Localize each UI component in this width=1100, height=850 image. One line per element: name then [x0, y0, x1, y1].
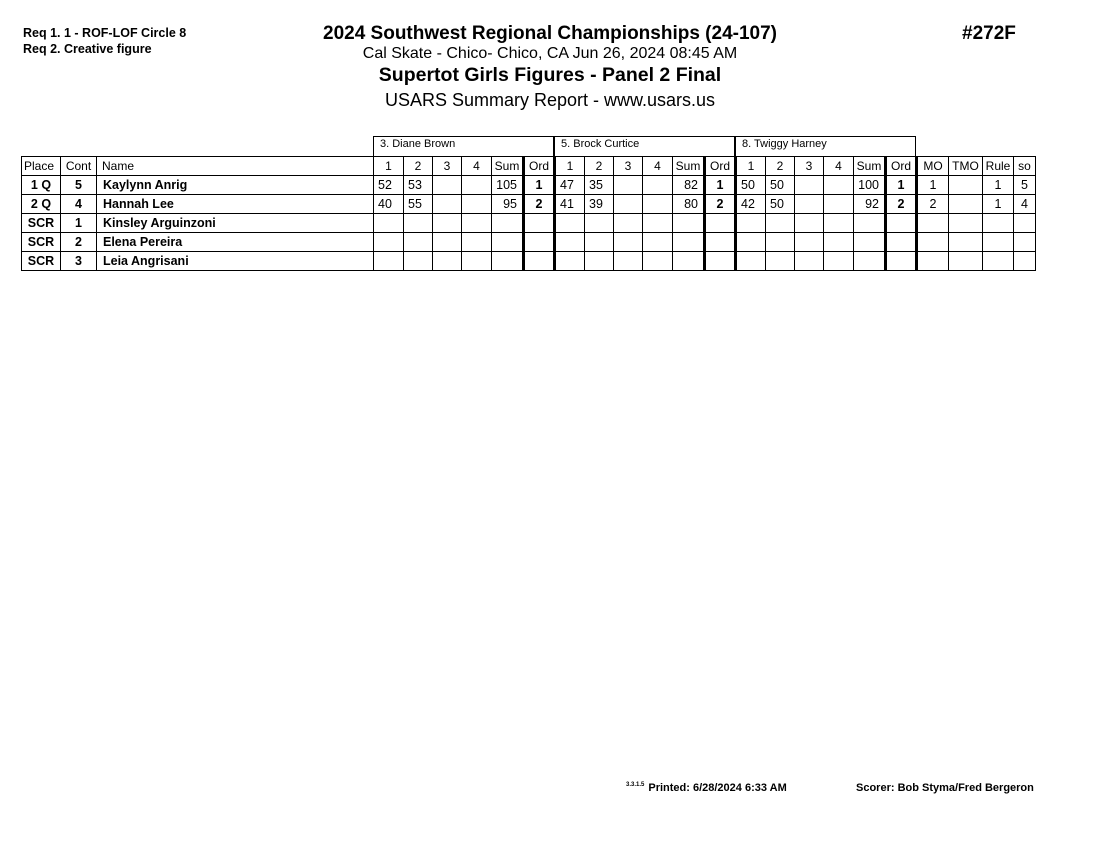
- judge-2-ordinal-cell: [705, 233, 736, 252]
- judge-3-score-4-cell: [824, 233, 854, 252]
- judge-1-score-2-cell: 53: [404, 176, 433, 195]
- judge-3-sum-cell: [854, 214, 886, 233]
- place-cell: 1 Q: [22, 176, 61, 195]
- contestant-number-cell: 3: [61, 252, 97, 271]
- skater-name-cell: Kinsley Arguinzoni: [97, 214, 374, 233]
- majority-ordinal-cell: [917, 233, 949, 252]
- skater-name-cell: Leia Angrisani: [97, 252, 374, 271]
- judge-2-score-4-cell: [643, 195, 673, 214]
- judge-1-sum-cell: 95: [492, 195, 524, 214]
- judge-1-score-1-cell: 40: [374, 195, 404, 214]
- judge-2-sum-cell: [673, 214, 705, 233]
- judge-2-sum-cell: 82: [673, 176, 705, 195]
- header-j3-sum: Sum: [854, 157, 886, 176]
- judge-2-score-3-cell: [614, 195, 643, 214]
- contestant-number-cell: 4: [61, 195, 97, 214]
- judge-3-score-2-cell: [766, 214, 795, 233]
- header-j3-ord: Ord: [886, 157, 917, 176]
- judge-1-score-4-cell: [462, 214, 492, 233]
- rule-cell: [983, 214, 1014, 233]
- judge-2-score-1-cell: 41: [555, 195, 585, 214]
- judge-header-2: 5. Brock Curtice: [554, 136, 735, 156]
- total-majority-ordinal-cell: [949, 195, 983, 214]
- header-j3-s1: 1: [736, 157, 766, 176]
- judge-1-score-4-cell: [462, 176, 492, 195]
- table-row: [22, 195, 1036, 214]
- judge-1-sum-cell: [492, 214, 524, 233]
- judge-3-score-2-cell: [766, 252, 795, 271]
- judge-2-score-4-cell: [643, 176, 673, 195]
- judge-3-sum-cell: [854, 252, 886, 271]
- judge-1-ordinal-cell: [524, 214, 555, 233]
- total-majority-ordinal-cell: [949, 176, 983, 195]
- judge-2-score-4-cell: [643, 214, 673, 233]
- judge-3-sum-cell: [854, 233, 886, 252]
- header-j1-s4: 4: [462, 157, 492, 176]
- table-row: [22, 214, 1036, 233]
- header-j1-s3: 3: [433, 157, 462, 176]
- skating-order-cell: [1014, 252, 1036, 271]
- judge-2-score-1-cell: [555, 233, 585, 252]
- judge-1-ordinal-cell: 2: [524, 195, 555, 214]
- judge-2-score-2-cell: [585, 233, 614, 252]
- judge-1-score-1-cell: [374, 214, 404, 233]
- judge-2-ordinal-cell: [705, 214, 736, 233]
- judge-1-score-2-cell: [404, 233, 433, 252]
- skater-name-cell: Kaylynn Anrig: [97, 176, 374, 195]
- judge-3-ordinal-cell: [886, 233, 917, 252]
- judge-3-score-3-cell: [795, 214, 824, 233]
- judge-2-ordinal-cell: 2: [705, 195, 736, 214]
- judge-2-sum-cell: [673, 252, 705, 271]
- table-row: [22, 233, 1036, 252]
- judge-2-score-1-cell: 47: [555, 176, 585, 195]
- judge-1-score-2-cell: [404, 252, 433, 271]
- judge-2-score-2-cell: [585, 214, 614, 233]
- rule-cell: 1: [983, 195, 1014, 214]
- judge-2-score-2-cell: 35: [585, 176, 614, 195]
- judge-1-score-2-cell: 55: [404, 195, 433, 214]
- competition-title: 2024 Southwest Regional Championships (24-107): [323, 23, 777, 44]
- judge-3-score-1-cell: 50: [736, 176, 766, 195]
- judge-1-score-3-cell: [433, 233, 462, 252]
- header-j2-s2: 2: [585, 157, 614, 176]
- judge-3-ordinal-cell: [886, 214, 917, 233]
- judge-2-score-3-cell: [614, 233, 643, 252]
- skating-order-cell: [1014, 233, 1036, 252]
- header-mo: MO: [917, 157, 949, 176]
- header-j2-sum: Sum: [673, 157, 705, 176]
- header-j2-ord: Ord: [705, 157, 736, 176]
- skating-order-cell: 4: [1014, 195, 1036, 214]
- judge-3-score-2-cell: [766, 233, 795, 252]
- header-j3-s3: 3: [795, 157, 824, 176]
- judge-2-score-3-cell: [614, 252, 643, 271]
- judge-2-score-1-cell: [555, 252, 585, 271]
- rule-cell: 1: [983, 176, 1014, 195]
- judge-3-score-3-cell: [795, 176, 824, 195]
- judge-2-sum-cell: 80: [673, 195, 705, 214]
- judge-1-ordinal-cell: 1: [524, 176, 555, 195]
- contestant-number-cell: 5: [61, 176, 97, 195]
- place-cell: 2 Q: [22, 195, 61, 214]
- total-majority-ordinal-cell: [949, 233, 983, 252]
- contestant-number-cell: 2: [61, 233, 97, 252]
- judge-2-ordinal-cell: [705, 252, 736, 271]
- judge-1-score-1-cell: [374, 252, 404, 271]
- skater-name-cell: Elena Pereira: [97, 233, 374, 252]
- skating-order-cell: 5: [1014, 176, 1036, 195]
- contestant-number-cell: 1: [61, 214, 97, 233]
- judge-2-score-1-cell: [555, 214, 585, 233]
- judge-1-score-1-cell: 52: [374, 176, 404, 195]
- judge-3-score-3-cell: [795, 233, 824, 252]
- judge-3-score-4-cell: [824, 252, 854, 271]
- total-majority-ordinal-cell: [949, 252, 983, 271]
- venue-date: Cal Skate - Chico- Chico, CA Jun 26, 2024 08:45 AM: [362, 45, 738, 62]
- report-title: USARS Summary Report - www.usars.us: [384, 90, 716, 110]
- judge-3-ordinal-cell: [886, 252, 917, 271]
- judge-2-score-3-cell: [614, 176, 643, 195]
- place-cell: SCR: [22, 233, 61, 252]
- judge-1-ordinal-cell: [524, 252, 555, 271]
- judge-2-score-2-cell: [585, 252, 614, 271]
- judge-1-sum-cell: [492, 233, 524, 252]
- judge-1-score-4-cell: [462, 195, 492, 214]
- judge-2-score-2-cell: 39: [585, 195, 614, 214]
- judge-1-score-2-cell: [404, 214, 433, 233]
- version-number: 3.3.1.5: [626, 782, 645, 788]
- header-j3-s2: 2: [766, 157, 795, 176]
- header-rule: Rule: [983, 157, 1014, 176]
- judge-1-score-4-cell: [462, 252, 492, 271]
- header-j3-s4: 4: [824, 157, 854, 176]
- header-j1-sum: Sum: [492, 157, 524, 176]
- judge-3-score-1-cell: [736, 214, 766, 233]
- judge-3-score-3-cell: [795, 195, 824, 214]
- judge-1-sum-cell: 105: [492, 176, 524, 195]
- judge-2-score-4-cell: [643, 252, 673, 271]
- judge-3-score-2-cell: 50: [766, 176, 795, 195]
- majority-ordinal-cell: 1: [917, 176, 949, 195]
- judge-3-score-4-cell: [824, 214, 854, 233]
- header-j2-s3: 3: [614, 157, 643, 176]
- header-so: so: [1014, 157, 1036, 176]
- judge-2-ordinal-cell: 1: [705, 176, 736, 195]
- printed-timestamp: Printed: 6/28/2024 6:33 AM: [648, 782, 787, 794]
- judge-header-3: 8. Twiggy Harney: [735, 136, 916, 156]
- column-header-row: [22, 157, 1036, 176]
- judge-3-sum-cell: 92: [854, 195, 886, 214]
- judge-3-score-3-cell: [795, 252, 824, 271]
- judge-1-score-3-cell: [433, 195, 462, 214]
- judge-2-score-4-cell: [643, 233, 673, 252]
- table-row: [22, 176, 1036, 195]
- judge-3-score-1-cell: [736, 233, 766, 252]
- judge-header-1: 3. Diane Brown: [373, 136, 554, 156]
- results-table: [21, 156, 1036, 271]
- header-j2-s1: 1: [555, 157, 585, 176]
- judge-1-score-1-cell: [374, 233, 404, 252]
- header-place: Place: [22, 157, 61, 176]
- judge-1-score-4-cell: [462, 233, 492, 252]
- majority-ordinal-cell: 2: [917, 195, 949, 214]
- event-title: Supertot Girls Figures - Panel 2 Final: [378, 64, 722, 86]
- event-number: #272F: [962, 23, 1016, 44]
- requirement-2: Req 2. Creative figure: [23, 42, 152, 56]
- place-cell: SCR: [22, 214, 61, 233]
- judge-1-score-3-cell: [433, 176, 462, 195]
- rule-cell: [983, 252, 1014, 271]
- header-j1-s2: 2: [404, 157, 433, 176]
- skater-name-cell: Hannah Lee: [97, 195, 374, 214]
- judge-3-score-4-cell: [824, 195, 854, 214]
- judge-1-score-3-cell: [433, 214, 462, 233]
- judge-1-score-3-cell: [433, 252, 462, 271]
- judge-2-sum-cell: [673, 233, 705, 252]
- judge-3-ordinal-cell: 2: [886, 195, 917, 214]
- skating-order-cell: [1014, 214, 1036, 233]
- scorer-info: Scorer: Bob Styma/Fred Bergeron: [856, 782, 1034, 794]
- total-majority-ordinal-cell: [949, 214, 983, 233]
- judge-3-score-1-cell: [736, 252, 766, 271]
- header-j2-s4: 4: [643, 157, 673, 176]
- header-j1-s1: 1: [374, 157, 404, 176]
- printed-info: [626, 782, 787, 794]
- judge-3-score-2-cell: 50: [766, 195, 795, 214]
- judge-1-ordinal-cell: [524, 233, 555, 252]
- header-cont: Cont: [61, 157, 97, 176]
- majority-ordinal-cell: [917, 252, 949, 271]
- judge-1-sum-cell: [492, 252, 524, 271]
- rule-cell: [983, 233, 1014, 252]
- majority-ordinal-cell: [917, 214, 949, 233]
- judge-3-ordinal-cell: 1: [886, 176, 917, 195]
- judge-2-score-3-cell: [614, 214, 643, 233]
- requirement-1: Req 1. 1 - ROF-LOF Circle 8: [23, 26, 187, 40]
- judge-3-sum-cell: 100: [854, 176, 886, 195]
- place-cell: SCR: [22, 252, 61, 271]
- judge-3-score-1-cell: 42: [736, 195, 766, 214]
- judge-3-score-4-cell: [824, 176, 854, 195]
- header-name: Name: [97, 157, 374, 176]
- header-j1-ord: Ord: [524, 157, 555, 176]
- header-tmo: TMO: [949, 157, 983, 176]
- table-row: [22, 252, 1036, 271]
